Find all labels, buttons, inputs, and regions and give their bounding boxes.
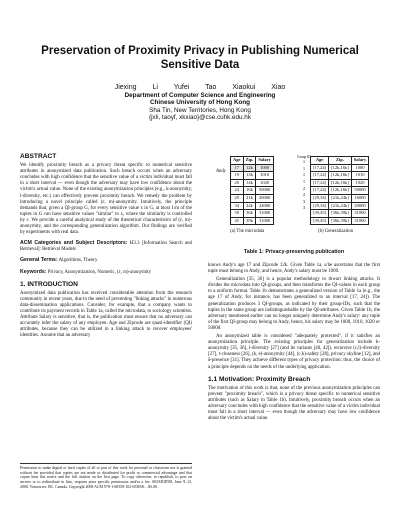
group-id-cell: 1 (302, 159, 306, 165)
table-cell: [12k,16k] (329, 172, 352, 180)
affiliation-dept: Department of Computer Science and Engineering (124, 91, 276, 99)
author-names (20, 84, 380, 92)
table-row (311, 194, 369, 202)
table-row (231, 202, 274, 210)
table-cell: 1010 (351, 172, 369, 180)
right-column (208, 263, 380, 424)
table-row (231, 217, 274, 225)
table-header: Salary (351, 157, 369, 165)
table-cell: 45 (231, 217, 244, 225)
table-cell: 36k (243, 210, 256, 218)
table-row (311, 179, 369, 187)
table-cell: 1000 (256, 164, 274, 172)
table-cell: [36k,39k] (329, 217, 352, 225)
table-row (311, 217, 369, 225)
table-cell: 1020 (256, 179, 274, 187)
table-cell: [12k,16k] (329, 187, 352, 195)
table-row (231, 187, 274, 195)
keywords-line (20, 269, 192, 276)
categories-text: H3.3 [Information Search and Retrieval]: Retrieval Models (20, 241, 192, 253)
table-cell: 31000 (256, 210, 274, 218)
abstract-heading: ABSTRACT (20, 153, 57, 160)
group-id-cell: 1 (302, 179, 306, 185)
table-header: Zip. (243, 157, 256, 165)
terms-line (20, 257, 192, 264)
body-paragraph: An anonymized table is considered "adequately protected", if it satisfies an anonymization principle. The existing principles for generalization include k-anonymity [35, 36], l-diversity [27] (and its variants [40, 42]), recursive (c,l)-diversity [27], t-closeness [26], (k, e)-anonymity [44], (c,k)-safety [28], privacy skyline [12], and δ-presence [31]. They achieve different types of privacy protection; thus, the choice of a principle depends on the needs of the underlying application. (208, 334, 380, 370)
table-cell: 12k (243, 164, 256, 172)
copyright-footnote: Permission to make digital or hard copies of all or part of this work for personal or classroom use is granted without fee provided that copies are not made or distributed for profit or commercial advantage and that copies bear this notice and the full citation on the first page. To copy otherwise, to republish, to post on servers or to redistribute to lists, requires prior specific permission and/or a fee. SIGMOD'08, June 9–12, 2008, Vancouver, BC, Canada. Copyright 2008 ACM 978-1-60558-102-6/08/06 ...$5.00. (20, 463, 192, 490)
terms-text: Algorithms, Theory (58, 258, 98, 264)
table-cell: 24k (243, 202, 256, 210)
table-row (311, 172, 369, 180)
table-row (311, 164, 369, 172)
group-id-cell: 3 (302, 198, 306, 204)
table-row (311, 210, 369, 218)
table-a-caption: (a) The microdata (230, 229, 265, 234)
table-cell: 20 (231, 179, 244, 187)
generalization-table (310, 156, 369, 225)
table-cell: 19 (231, 172, 244, 180)
table-cell: [17,24] (311, 172, 329, 180)
table-cell: 13k (243, 172, 256, 180)
table-cell: [17,24] (311, 179, 329, 187)
table-cell: 17 (231, 164, 244, 172)
table-cell: 34 (231, 202, 244, 210)
keywords-text: Privacy, Anonymization, Numeric, (ε, m)-anonymity (47, 269, 152, 275)
table-cell: [29,34] (311, 194, 329, 202)
table-row (231, 164, 274, 172)
table-cell: 16k (243, 187, 256, 195)
group-id-cell: 2 (302, 192, 306, 198)
group-id-cell: 3 (302, 205, 306, 211)
table-header: Age (231, 157, 244, 165)
group-id-cell: 1 (302, 172, 306, 178)
table-cell: 1000 (351, 164, 369, 172)
table-b-caption: (b) Generalization (318, 229, 354, 234)
table-row (311, 202, 369, 210)
author-name: Xiaokui Xiao (232, 84, 286, 91)
table-row (311, 187, 369, 195)
table-header: Salary (256, 157, 274, 165)
author-name: Yufei Tao (173, 84, 217, 91)
table-cell: 29 (231, 194, 244, 202)
table-header: Zip. (329, 157, 352, 165)
author-block (20, 84, 380, 122)
table-cell: [12k,16k] (329, 179, 352, 187)
table-cell: 14k (243, 179, 256, 187)
table-cell: 39k (243, 217, 256, 225)
section-heading: 1.1 Motivation: Proximity Breach (208, 375, 311, 383)
table-cell: [39,45] (311, 210, 329, 218)
group-id-header: Group ID (297, 155, 311, 159)
intro-heading: 1. INTRODUCTION (20, 280, 78, 288)
table-cell: 24000 (256, 202, 274, 210)
table-cell: [29,34] (311, 202, 329, 210)
table-cell: 1010 (256, 172, 274, 180)
terms-label: General Terms: (20, 257, 58, 264)
table-cell: 31000 (351, 217, 369, 225)
affiliation-univ: Chinese University of Hong Kong (149, 99, 251, 106)
table-cell: [21k,24k] (329, 202, 352, 210)
paper-title: Preservation of Proximity Privacy in Publishing Numerical Sensitive Data (41, 45, 359, 71)
table-cell: 50000 (256, 187, 274, 195)
table-cell: 20000 (351, 202, 369, 210)
table-cell: 16000 (351, 194, 369, 202)
table-cell: [17,24] (311, 164, 329, 172)
table-cell: 50000 (351, 187, 369, 195)
abstract-text: We identify proximity breach as a privacy threat specific to numerical sensitive attributes in anonymized data publication. Such breach occurs when an adversary concludes with high confidence that the sensitive value of a victim individual must fall in a short interval — even though the adversary may have low confidence about the victim's actual value. None of the existing anonymization principles (e.g., k-anonymity, l-diversity, etc.) can effectively prevent proximity breach. We remedy the problem by introducing a novel principle called (ε, m)-anonymity. Intuitively, the principle demands that, given a QI-group G, for every sensitive value x in G, at most 1/m of the tuples in G can have sensitive values "similar" to x, where the similarity is controlled by ε. We provide a careful analytical study of the theoretical characteristics of (ε, m)-anonymity, and the corresponding generalization algorithm. Our findings are verified by experiments with real data. (20, 163, 192, 236)
categories-label: ACM Categories and Subject Descriptors: (20, 240, 128, 247)
categories-line (20, 240, 192, 253)
table-cell: [17,24] (311, 187, 329, 195)
table-cell: 24 (231, 187, 244, 195)
body-paragraph: knows Andy's age 17 and Zipcode 12k. Given Table 1a, s/he ascertains that the first tuple must belong to Andy, and hence, Andy's salary must be 1000. (208, 263, 380, 275)
table-cell: [21k,24k] (329, 194, 352, 202)
affiliation-city: Sha Tin, New Territories, Hong Kong (149, 106, 251, 114)
table-cell: [36k,39k] (329, 210, 352, 218)
table-cell: 31000 (351, 210, 369, 218)
microdata-table (230, 156, 274, 225)
left-column (20, 154, 192, 341)
author-name: Jiexing Li (114, 84, 158, 91)
body-paragraph: The motivation of this work is that, none of the previous anonymization principles can prevent "proximity breach", which is a privacy threat specific to numerical sensitive attributes (such as Salary in Table 1b). Intuitively, proximity breach occurs when an adversary concludes with high confidence that the sensitive value of a victim individual must fall in a short interval — even though the adversary may have low confidence about the victim's actual value. (208, 385, 380, 422)
table-row (231, 172, 274, 180)
table-cell: [39,45] (311, 217, 329, 225)
table-header: Age (311, 157, 329, 165)
table-cell: 21k (243, 194, 256, 202)
table-row (231, 210, 274, 218)
group-id-cell: 1 (302, 165, 306, 171)
table-cell: [12k,16k] (329, 164, 352, 172)
table-cell: 39 (231, 210, 244, 218)
body-paragraph: Generalization [35, 36] is a popular methodology to thwart linking attacks. It divides the microdata into QI-groups, and then transforms the QI-values in each group to a uniform format. Table 1b demonstrates a generalized version of Table 1a (e.g., the age 17 of Andy, for instance, has been generalized to an interval [17, 24]). The generalization produces 3 QI-groups, as indicated by their group-IDs, such that the tuples in the same group are indistinguishable by the QI-attributes. Given Table 1b, the adversary mentioned earlier can no longer uniquely determine Andy's salary: any tuple of the first QI-group may belong to Andy, hence, his salary may be 1000, 1010, 1020 or 50000. (208, 277, 380, 331)
keywords-label: Keywords: (20, 268, 47, 275)
intro-text: Anonymized data publication has received considerable attention from the research community in recent years, due to the need of preventing "linking attacks" in numerous data-dissemination applications. Consider, for example, that a company wants to contribute its payment records in Table 1a, called the microdata, to sociology scientists. Attribute Salary is sensitive, that is, the publication must ensure that no adversary can accurately infer the salary of any employee. Age and Zipcode are quasi-identifier (QI) attributes, because they can be utilized in a linking attack to recover employees' identities. Assume that an adversary (20, 290, 192, 339)
table-caption: Table 1: Privacy-preserving publication (243, 249, 345, 255)
group-id-cell: 2 (302, 185, 306, 191)
table-cell: 20000 (256, 194, 274, 202)
andy-row-label: Andy (216, 169, 226, 174)
table-row (231, 179, 274, 187)
author-email: {jxli, taoyf, xkxiao}@cse.cuhk.edu.hk (149, 114, 251, 121)
table-row (231, 194, 274, 202)
table-cell: 31000 (256, 217, 274, 225)
table-cell: 1020 (351, 179, 369, 187)
